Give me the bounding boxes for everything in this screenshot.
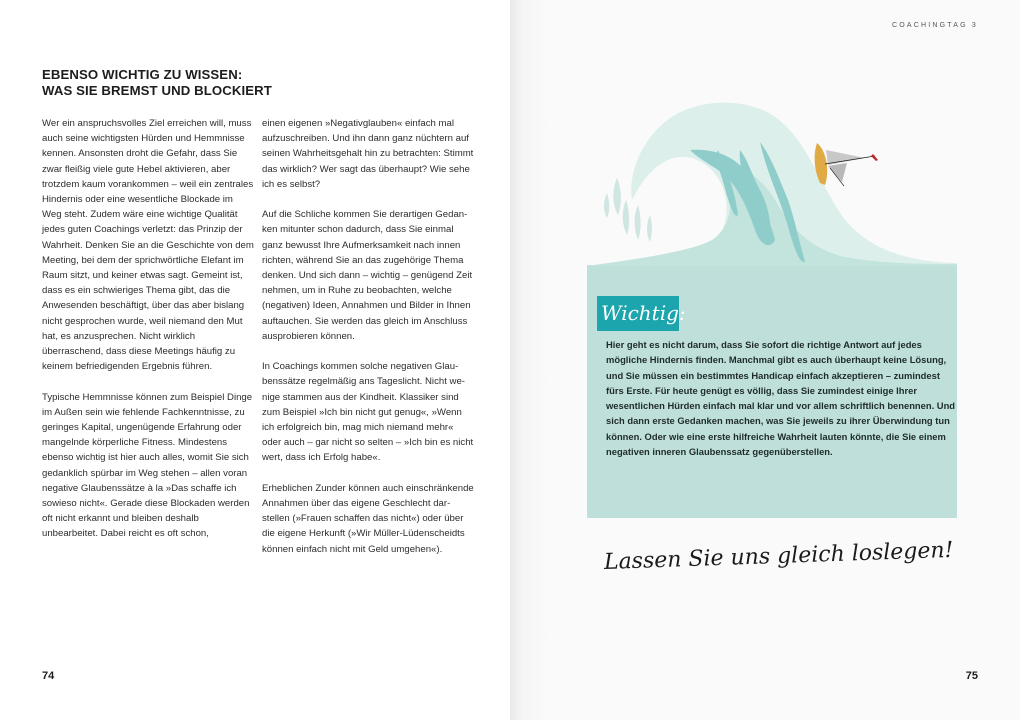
heading-line-2: WAS SIE BREMST UND BLOCKIERT bbox=[42, 83, 272, 98]
callout-tag: Wichtig: bbox=[597, 296, 679, 331]
spray-drops bbox=[604, 178, 652, 242]
paragraph: Wer ein anspruchsvolles Ziel erreichen will, muss auch seine wichtigsten Hürden und Hemmnisse kennen. Ansonsten droht die Gefahr, dass Sie zwar fleißig viele gute Hebel aktivieren, aber trotzdem kaum vorankommen – weil ein zentrales Hindernis oder eine wesentliche Blockade im Weg steht. Zudem wäre eine wichtige Qualität jedes guten Coachings verletzt: das Prinzip der Wahrheit. Denken Sie an die Geschichte von dem Meeting, bei dem der sprichwörtliche Elefant im Raum sitzt, und keiner etwas sagt. Gemeint ist, dass es ein schwieriges Thema gibt, das die Anwesenden beschäftigt, über das aber bislang nicht gesprochen wurde, weil niemand den Mut hat, es anzusprechen. Nicht wirklich überraschend, dass diese Meetings häufig zu keinem befriedigenden Ergebnis führen. bbox=[42, 118, 254, 373]
handwritten-line: Lassen Sie uns gleich loslegen! bbox=[603, 537, 954, 575]
running-head: COACHINGTAG 3 bbox=[891, 22, 978, 29]
callout-text: Hier geht es nicht darum, dass Sie sofort die richtige Antwort auf jedes mögliche Hindernis finden. Manchmal gibt es auch überhaupt keine Lösung, und Sie müssen ein bestimmtes Handicap einfach akzeptieren – zumindest fürs Erste. Für heute genügt es völlig, dass Sie zumindest einige Ihrer wesentlichen Hürden einfach mal klar und vor allem schriftlich benennen. Und sich dann erste Gedanken machen, was Sie jeweils zu ihrer Überwindung tun können. Oder wie eine erste hilfreiche Wahrheit lauten könnte, die Sie einem negativen inneren Glaubenssatz gegenüberstellen. bbox=[606, 339, 956, 458]
paragraph: Typische Hemmnisse können zum Beispiel Dinge im Außen sein wie fehlende Fachkenntnisse, zu geringes Kapital, ungenügende Erfahrung oder mangelnde körperliche Fitness. Mindestens ebenso wichtig ist hier auch alles, womit Sie sich gedanklich spürbar im Weg stehen – allen voran negative Glaubenssätze à la »Das schaffe ich sowieso nicht«. Gerade diese Blockaden werden oft nicht erkannt und bleiben deshalb unbearbeitet. Dabei reicht es oft schon, bbox=[42, 391, 253, 540]
paragraph: Erheblichen Zunder können auch einschränkende Annahmen über das eigene Geschlecht darstellen (»Frauen schaffen das nicht«) oder über die eigene Herkunft (»Wir Müller-Lüdenscheidts können einfach nicht mit Geld umgehen«). bbox=[262, 482, 474, 555]
sailboat-icon bbox=[815, 143, 878, 186]
paragraph: In Coachings kommen solche negativen Glaubenssätze regelmäßig ans Tageslicht. Nicht wenige stammen aus der Kindheit. Klassiker sind zum Beispiel »Ich bin nicht gut genug«, »Wenn ich erfolgreich bin, mag mich niemand mehr« oder auch – gar nicht so selten – »Ich bin es nicht wert, dass ich Erfolg habe«. bbox=[262, 361, 474, 464]
paragraph: einen eigenen »Negativglauben« einfach mal aufzuschreiben. Und ihn dann ganz nüchtern auf seinen Wahrheitsgehalt hin zu betrachten: Stimmt das wirklich? Wer sagt das überhaupt? Wie sehe ich es selbst? bbox=[262, 118, 474, 190]
page-number-right: 75 bbox=[965, 670, 978, 682]
page-number-left: 74 bbox=[42, 670, 55, 682]
heading-line-1: EBENSO WICHTIG ZU WISSEN: bbox=[42, 67, 243, 82]
paragraph: Auf die Schliche kommen Sie derartigen Gedanken mitunter schon dadurch, dass Sie einmal ganz bewusst Ihre Aufmerksamkeit nach innen richten, während Sie an das zugehörige Thema denken. Und sich dann – wichtig – genügend Zeit nehmen, um in Ruhe zu beobachten, welche (negativen) Ideen, Annahmen und Bilder in Ihnen auftauchen. Sie werden das gleich im Anschluss ausprobieren können. bbox=[262, 209, 473, 342]
